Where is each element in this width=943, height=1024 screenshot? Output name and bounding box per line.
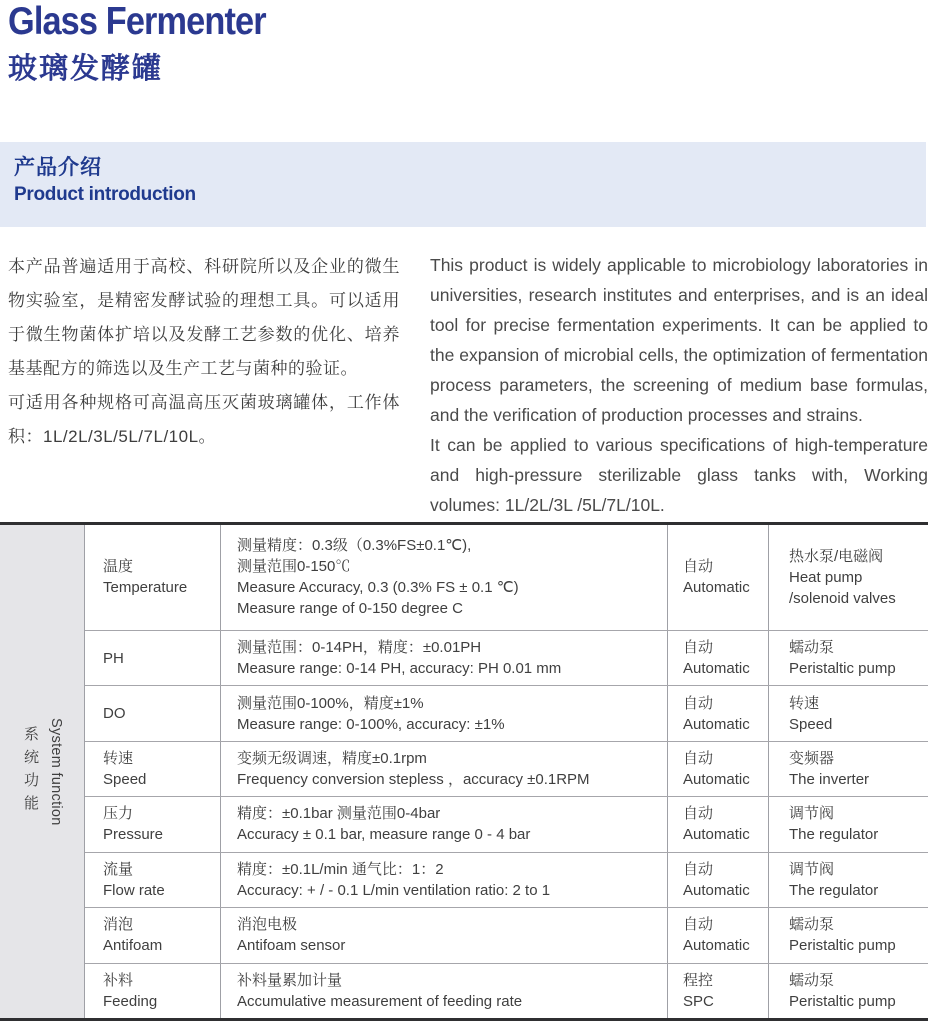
spec-line: 精度：±0.1bar 测量范围0-4bar <box>237 805 441 823</box>
header <box>8 0 301 86</box>
actuator-line: Peristaltic pump <box>789 937 896 955</box>
control-cell <box>667 908 768 962</box>
param-cell <box>85 686 220 740</box>
table-rows <box>85 525 928 1018</box>
actuator-line: The inverter <box>789 771 870 789</box>
actuator-cell <box>768 964 928 1018</box>
control-cell <box>667 742 768 796</box>
control-line: SPC <box>683 992 714 1010</box>
spec-line: 测量范围0-100%，精度±1% <box>237 694 424 712</box>
actuator-cell <box>768 908 928 962</box>
param-line: Pressure <box>103 826 164 844</box>
param-line: 温度 <box>103 558 134 576</box>
table-row-pressure <box>85 796 928 851</box>
control-line: Automatic <box>683 715 750 733</box>
param-cell <box>85 964 220 1018</box>
actuator-cell <box>768 525 928 630</box>
control-line: 自动 <box>683 558 714 576</box>
spec-cell <box>220 853 667 907</box>
actuator-cell <box>768 742 928 796</box>
spec-line: 消泡电极 <box>237 916 298 934</box>
spec-cell <box>220 964 667 1018</box>
actuator-cell <box>768 686 928 740</box>
page-title: Glass Fermenter <box>8 0 266 43</box>
actuator-line: 热水泵/电磁阀 <box>789 547 884 565</box>
param-line: Speed <box>103 771 147 789</box>
control-line: 自动 <box>683 694 714 712</box>
param-cell <box>85 908 220 962</box>
param-cell <box>85 853 220 907</box>
actuator-line: 蠕动泵 <box>789 916 835 934</box>
intro-chinese-paragraph: 本产品普遍适用于高校、科研院所以及企业的微生物实验室，是精密发酵试验的理想工具。可以适用于微生物菌体扩培以及发酵工艺参数的优化、培养基基配方的筛选以及生产工艺与菌种的验证。 <box>8 257 400 378</box>
param-line: 消泡 <box>103 916 134 934</box>
param-cell <box>85 631 220 685</box>
param-line: Feeding <box>103 992 158 1010</box>
param-line: 补料 <box>103 971 134 989</box>
control-cell <box>667 797 768 851</box>
actuator-line: 蠕动泵 <box>789 971 835 989</box>
control-cell <box>667 853 768 907</box>
control-line: 自动 <box>683 805 714 823</box>
spec-cell <box>220 525 667 630</box>
param-line: Temperature <box>103 579 188 597</box>
section-heading-english: Product introduction <box>14 184 196 205</box>
spec-line: 测量精度：0.3级（0.3%FS±0.1℃), <box>237 537 472 555</box>
spec-cell <box>220 908 667 962</box>
intro-chinese-paragraph: 可适用各种规格可高温高压灭菌玻璃罐体，工作体积：1L/2L/3L/5L/7L/10L。 <box>8 393 400 446</box>
table-row-temperature <box>85 525 928 630</box>
spec-line: Accuracy ± 0.1 bar, measure range 0 - 4 bar <box>237 826 531 844</box>
spec-line: Measure range of 0-150 degree C <box>237 600 463 618</box>
table-row-do <box>85 685 928 740</box>
spec-line: Antifoam sensor <box>237 937 346 955</box>
spec-line: Frequency conversion stepless ，accuracy ±0.1RPM <box>237 771 590 789</box>
actuator-line: 调节阀 <box>789 860 835 878</box>
spec-line: Measure range: 0-100%, accuracy: ±1% <box>237 715 505 733</box>
control-cell <box>667 686 768 740</box>
actuator-line: /solenoid valves <box>789 589 896 607</box>
spec-line: 补料量累加计量 <box>237 971 343 989</box>
control-line: Automatic <box>683 660 750 678</box>
param-line: Flow rate <box>103 881 165 899</box>
param-line: DO <box>103 705 126 723</box>
control-line: 自动 <box>683 916 714 934</box>
control-line: Automatic <box>683 579 750 597</box>
spec-line: Accumulative measurement of feeding rate <box>237 992 523 1010</box>
control-line: Automatic <box>683 881 750 899</box>
actuator-line: Speed <box>789 715 833 733</box>
actuator-line: Peristaltic pump <box>789 660 896 678</box>
spec-line: Accuracy: + / - 0.1 L/min ventilation ratio: 2 to 1 <box>237 881 551 899</box>
table-sidebar-system-function <box>0 525 85 1018</box>
spec-line: 测量范围：0-14PH，精度：±0.01PH <box>237 639 482 657</box>
actuator-line: 变频器 <box>789 750 835 768</box>
spec-line: Measure Accuracy, 0.3 (0.3% FS ± 0.1 ℃) <box>237 579 519 597</box>
sidebar-label-chinese: 系统功能 <box>22 725 39 818</box>
intro-english-paragraph: It can be applied to various specifications of high-temperature and high-pressure sterilizable glass tanks with, Working volumes: 1L/2L/3L /5L/7L/10L. <box>430 435 928 515</box>
actuator-line: Heat pump <box>789 568 863 586</box>
control-line: Automatic <box>683 771 750 789</box>
table-row-speed <box>85 741 928 796</box>
control-cell <box>667 631 768 685</box>
actuator-line: Peristaltic pump <box>789 992 896 1010</box>
param-line: 压力 <box>103 805 134 823</box>
spec-line: Measure range: 0-14 PH, accuracy: PH 0.01 mm <box>237 660 562 678</box>
spec-line: 精度：±0.1L/min 通气比：1：2 <box>237 860 444 878</box>
actuator-cell <box>768 797 928 851</box>
actuator-line: The regulator <box>789 826 879 844</box>
table-row-feeding <box>85 963 928 1018</box>
actuator-line: 转速 <box>789 694 820 712</box>
intro-english-paragraph: This product is widely applicable to microbiology laboratories in universities, research institutes and enterprises, and is an ideal tool for precise fermentation experiments. It can be applied to the expansion of microbial cells, the optimization of fermentation process parameters, the screening of medium base formulas, and the verification of production processes and strains. <box>430 255 928 425</box>
control-line: 自动 <box>683 639 714 657</box>
actuator-line: 调节阀 <box>789 805 835 823</box>
actuator-line: 蠕动泵 <box>789 639 835 657</box>
param-line: 转速 <box>103 750 134 768</box>
control-line: 自动 <box>683 750 714 768</box>
control-line: Automatic <box>683 826 750 844</box>
param-cell <box>85 742 220 796</box>
table-row-flow-rate <box>85 852 928 907</box>
param-cell <box>85 525 220 630</box>
spec-line: 变频无级调速，精度±0.1rpm <box>237 750 427 768</box>
sidebar-label-english: System function <box>48 717 64 826</box>
table-row-antifoam <box>85 907 928 962</box>
table-row-ph <box>85 630 928 685</box>
actuator-line: The regulator <box>789 881 879 899</box>
spec-line: 测量范围0-150℃ <box>237 558 351 576</box>
intro-english-column <box>430 250 928 520</box>
spec-cell <box>220 797 667 851</box>
param-line: Antifoam <box>103 937 163 955</box>
intro-chinese-column <box>8 250 400 520</box>
control-line: Automatic <box>683 937 750 955</box>
param-line: 流量 <box>103 860 134 878</box>
actuator-cell <box>768 631 928 685</box>
section-heading-chinese: 产品介绍 <box>14 156 102 179</box>
control-cell <box>667 964 768 1018</box>
system-function-table <box>0 522 928 1021</box>
page-title-chinese: 玻璃发酵罐 <box>8 53 164 85</box>
control-cell <box>667 525 768 630</box>
spec-cell <box>220 631 667 685</box>
control-line: 自动 <box>683 860 714 878</box>
param-cell <box>85 797 220 851</box>
spec-cell <box>220 742 667 796</box>
spec-cell <box>220 686 667 740</box>
param-line: PH <box>103 649 124 667</box>
section-band-product-introduction <box>0 142 926 227</box>
intro-section <box>8 250 928 520</box>
actuator-cell <box>768 853 928 907</box>
control-line: 程控 <box>683 971 714 989</box>
